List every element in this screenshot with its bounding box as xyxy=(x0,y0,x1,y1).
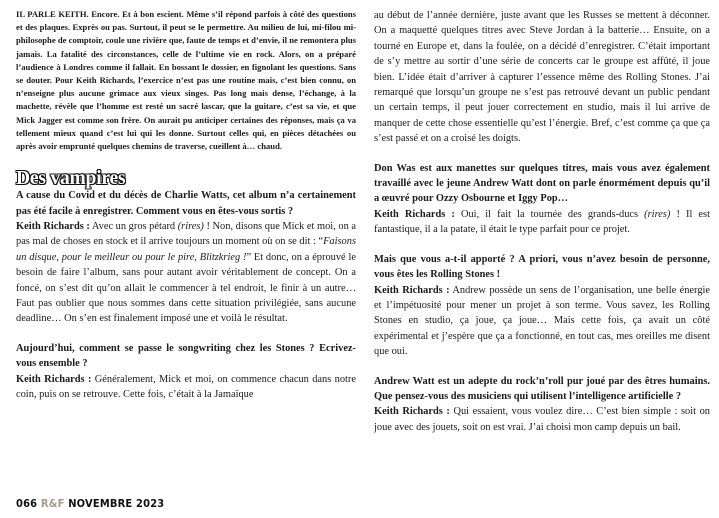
answer-3-text-b: ! Il est fantastique, il a la patate, il était le type parfait pour ce projet. xyxy=(374,208,710,236)
speaker-label: Keith Richards : xyxy=(374,284,450,296)
left-column xyxy=(16,8,356,403)
question-4: Mais que vous a-t-il apporté ? A priori, vous n’avez besoin de personne, vous êtes les Rolling Stones ! xyxy=(374,253,710,281)
answer-3-rires: (rires) xyxy=(644,208,671,220)
intro-paragraph: IL PARLE KEITH. Encore. Et à bon escient. Même s’il répond parfois à côté des questions et des plaques. Exprès ou pas. Surtout, il peut se le permettre. Au milieu de lui, mi-filou mi-philosophe de comptoir, coule une rivière que, faute de temps et d’envie, il ne remontera plus jamais. La fatalité des circonstances, celle de l’ultime vie en rock. Alors, on a préparé l’audience à Londres comme il fallait. En bossant le dossier, en fignolant les questions. Sans se douter. Pour Keith Richards, l’exercice n’est pas une routine mais, c’est bien connu, on n’enseigne plus aucune grimace aux vieux singes. Pas long mais dense, l’échange, à la machette, révèle que l’homme est resté un sacré lascar, que la guitare, c’est sa vie, et que Mick Jagger est comme son frère. On aurait pu anticiper certaines des réponses, mais ça va tellement mieux quand c’est lui qui les donne. Surtout celles qui, en pièces détachées ou après avoir emprunté quelques chemins de traverse, cueillent à… chaud. xyxy=(16,9,356,152)
answer-5 xyxy=(374,404,710,435)
answer-3 xyxy=(374,207,710,238)
answer-2-continued: au début de l’année dernière, juste avant que les Russes se mettent à déconner. On a maquetté quelques titres avec Steve Jordan à la batterie… Ensuite, on a tourné en Europe et, dans la foulée, on a décidé d’enregistrer. C’était important de s’y mettre au sortir d’une série de concerts car le groupe est affûté, il joue bien. L’idée était d’arriver à capturer l’essence même des Rolling Stones. J’ai remarqué que lorsqu’un groupe ne s’est pas retrouvé devant un public pendant un certain temps, il peut jouer correctement en studio, mais il lui arrive de manquer de cette chose essentielle qu’est l’énergie. Bref, c’est comme ça que ça s’est passé et on a croisé les doigts. xyxy=(374,10,710,145)
answer-1-quote: Faisons un disque, pour le meilleur ou pour le pire, Blitzkrieg ! xyxy=(16,236,356,263)
answer-5-text: Qui essaient, vous voulez dire… C’est bien simple : soit on joue avec des jouets, soit on est vrai. J’ai choisi mon camp depuis un bail. xyxy=(374,406,711,433)
question-1: A cause du Covid et du décès de Charlie Watts, cet album n’a certainement pas été facile à enregistrer. Comment vous en êtes-vous sortis ? xyxy=(16,190,356,217)
speaker-label: Keith Richards : xyxy=(374,406,450,418)
answer-2-text: Généralement, Mick et moi, on commence chacun dans notre coin, puis on se retrouve. Cette fois, c’était à la Jamaïque xyxy=(16,373,357,401)
speaker-label: Keith Richards : xyxy=(16,373,92,385)
answer-1-rires: (rires) xyxy=(177,221,204,233)
answer-4 xyxy=(374,283,710,360)
answer-1-text-b: ! Non, disons que Mick et moi, on a pas mal de choses en stock et il arrive toujours un moment où on se dit : “ xyxy=(16,221,356,248)
answer-2 xyxy=(16,372,356,403)
issue-date: NOVEMBRE 2023 xyxy=(68,497,165,510)
answer-4-text: Andrew possède un sens de l’organisation, une belle énergie et l’impétuosité pour mener un projet à son terme. Vous savez, les Rolling Stones en studio, ça joue, ça joue… Mais cette fois, ça avait un côté expérimental et j’espère que ça a fonctionné, en tout cas, mes oreilles me disent que oui. xyxy=(374,284,711,358)
question-2: Aujourd’hui, comment se passe le songwriting chez les Stones ? Ecrivez-vous ensemble ? xyxy=(16,342,356,370)
page-number: 066 xyxy=(16,497,38,510)
speaker-label: Keith Richards : xyxy=(374,208,455,220)
speaker-label: Keith Richards : xyxy=(16,221,90,233)
answer-1 xyxy=(16,219,356,327)
answer-1-text-a: Avec un gros pétard xyxy=(89,221,178,233)
page-footer xyxy=(16,497,164,510)
magazine-name: R&F xyxy=(40,497,65,510)
right-column xyxy=(374,8,710,435)
answer-3-text-a: Oui, il fait la tournée des grands-ducs xyxy=(454,208,645,220)
question-3: Don Was est aux manettes sur quelques titres, mais vous avez également travaillé avec le jeune Andrew Watt dont on parle énormément depuis qu’il a œuvré pour Ozzy Osbourne et Iggy Pop… xyxy=(374,162,710,205)
question-5: Andrew Watt est un adepte du rock’n’roll pur joué par des êtres humains. Que pensez-vous des musiciens qui utilisent l’intelligence artificielle ? xyxy=(374,375,710,402)
answer-1-text-c: ” Et donc, on a éprouvé le besoin de faire l’album, sans pour autant avoir véritablement de concept. On a foncé, on s’est dit qu’on allait le commencer à tel endroit, le finir à un autre… Faut pas oublier que nous sommes dans cette situation privilégiée, sans aucune deadline… On s’en est finalement imposé une et voilà le résultat. xyxy=(16,251,356,325)
section-heading: Des vampires xyxy=(16,168,126,190)
